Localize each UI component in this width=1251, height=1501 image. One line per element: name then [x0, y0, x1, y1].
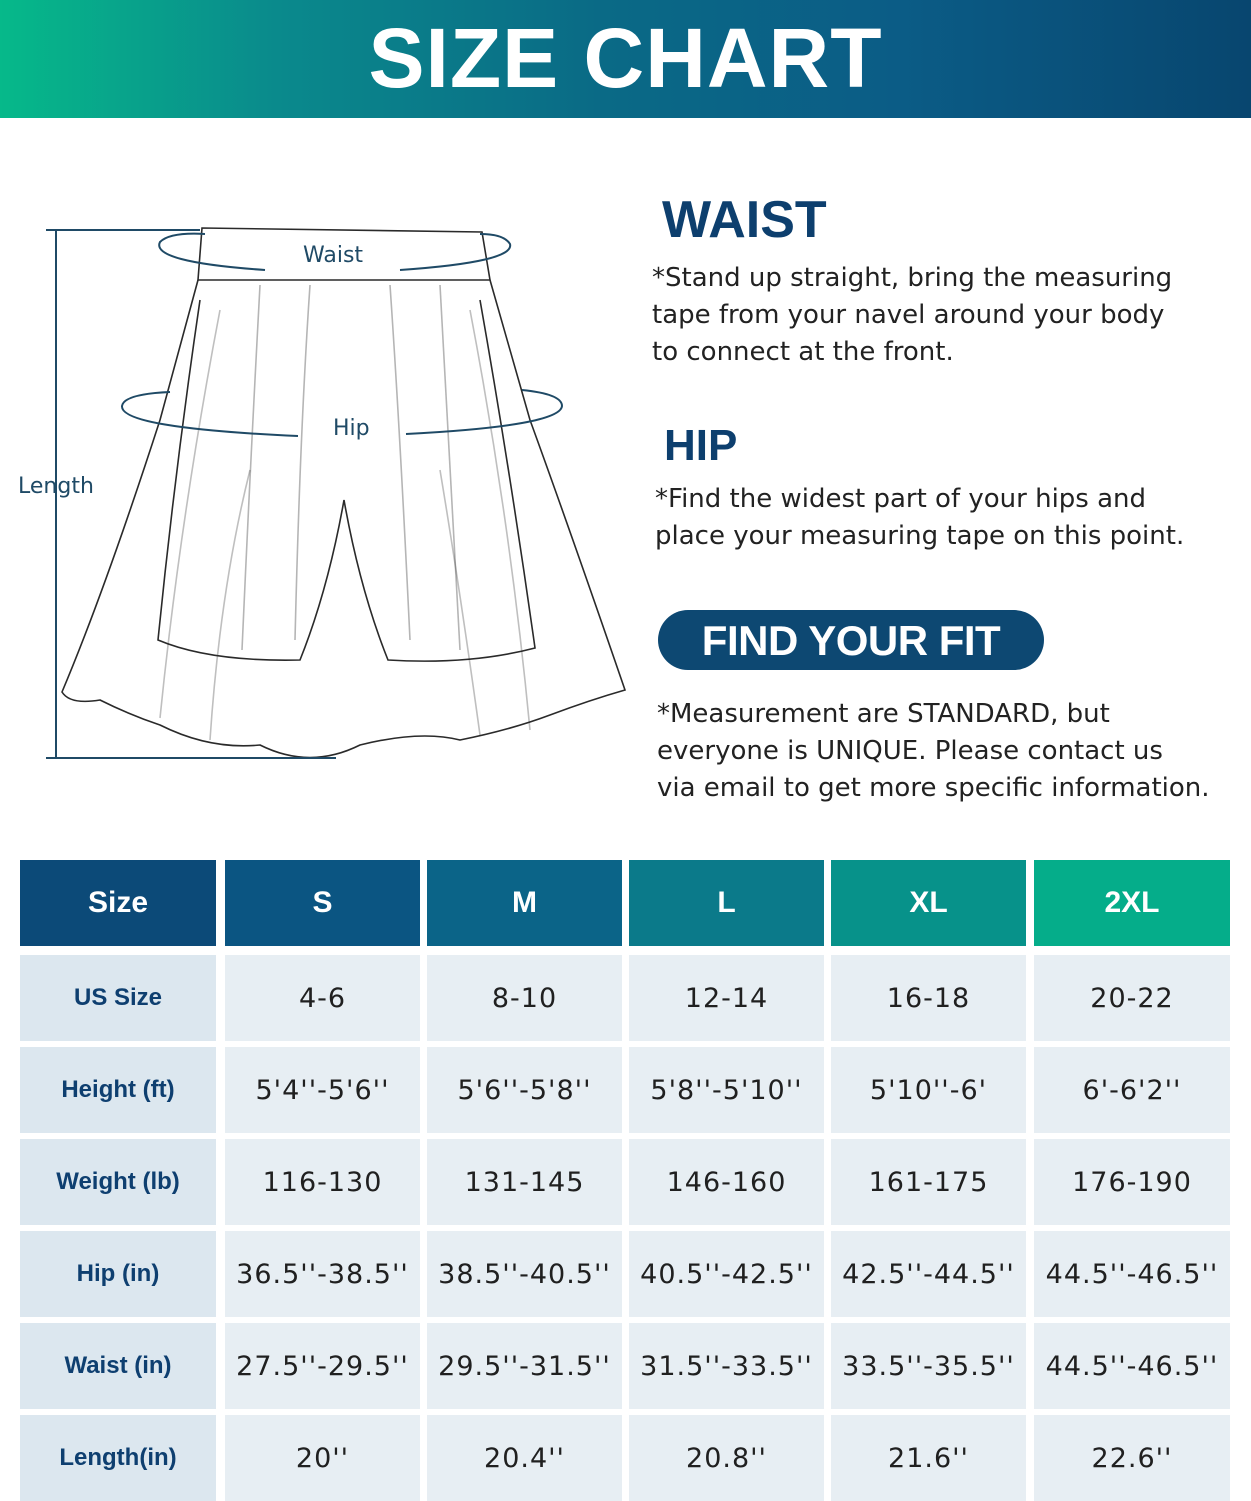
table-cell: 161-175 — [831, 1139, 1026, 1225]
waist-instructions: *Stand up straight, bring the measuring tape from your navel around your body to connect at the front. — [652, 263, 1173, 367]
table-cell: 8-10 — [427, 955, 622, 1041]
row-label: Weight (lb) — [20, 1139, 216, 1225]
hip-heading: HIP — [664, 421, 738, 470]
table-row-us-size — [20, 955, 1230, 1041]
header-cell-xl: XL — [831, 860, 1026, 946]
table-cell: 5'8''-5'10'' — [629, 1047, 824, 1133]
skirt-diagram — [10, 170, 650, 810]
row-label: Waist (in) — [20, 1323, 216, 1409]
header-cell-size: Size — [20, 860, 216, 946]
table-cell: 5'6''-5'8'' — [427, 1047, 622, 1133]
skirt-outline — [62, 228, 625, 758]
table-cell: 29.5''-31.5'' — [427, 1323, 622, 1409]
table-row-height — [20, 1047, 1230, 1133]
table-cell: 36.5''-38.5'' — [225, 1231, 420, 1317]
table-cell: 44.5''-46.5'' — [1034, 1231, 1230, 1317]
table-cell: 5'4''-5'6'' — [225, 1047, 420, 1133]
table-cell: 6'-6'2'' — [1034, 1047, 1230, 1133]
table-cell: 31.5''-33.5'' — [629, 1323, 824, 1409]
row-label: Height (ft) — [20, 1047, 216, 1133]
find-your-fit-banner: FIND YOUR FIT — [658, 610, 1044, 670]
table-cell: 20-22 — [1034, 955, 1230, 1041]
header-cell-l: L — [629, 860, 824, 946]
table-cell: 27.5''-29.5'' — [225, 1323, 420, 1409]
table-cell: 22.6'' — [1034, 1415, 1230, 1501]
table-cell: 21.6'' — [831, 1415, 1026, 1501]
table-row-length — [20, 1415, 1230, 1501]
page-title: SIZE CHART — [368, 11, 883, 105]
waist-heading: WAIST — [662, 191, 827, 249]
table-cell: 116-130 — [225, 1139, 420, 1225]
table-cell: 33.5''-35.5'' — [831, 1323, 1026, 1409]
row-label: US Size — [20, 955, 216, 1041]
skirt-illustration — [10, 170, 650, 810]
table-cell: 16-18 — [831, 955, 1026, 1041]
table-row-weight — [20, 1139, 1230, 1225]
table-cell: 131-145 — [427, 1139, 622, 1225]
table-cell: 44.5''-46.5'' — [1034, 1323, 1230, 1409]
row-label: Hip (in) — [20, 1231, 216, 1317]
measurement-note: *Measurement are STANDARD, but everyone is UNIQUE. Please contact us via email to get more specific information. — [657, 699, 1210, 803]
hip-label: Hip — [333, 416, 370, 441]
table-cell: 5'10''-6' — [831, 1047, 1026, 1133]
table-header-row — [20, 860, 1230, 946]
table-cell: 20.4'' — [427, 1415, 622, 1501]
header-banner — [0, 0, 1251, 118]
table-cell: 176-190 — [1034, 1139, 1230, 1225]
table-cell: 20'' — [225, 1415, 420, 1501]
length-label: Length — [18, 474, 94, 499]
header-cell-m: M — [427, 860, 622, 946]
table-cell: 12-14 — [629, 955, 824, 1041]
table-row-hip — [20, 1231, 1230, 1317]
hip-instructions: *Find the widest part of your hips and place your measuring tape on this point. — [655, 484, 1185, 551]
header-cell-2xl: 2XL — [1034, 860, 1230, 946]
table-cell: 20.8'' — [629, 1415, 824, 1501]
table-cell: 42.5''-44.5'' — [831, 1231, 1026, 1317]
table-cell: 146-160 — [629, 1139, 824, 1225]
waist-label: Waist — [303, 243, 364, 268]
table-row-waist — [20, 1323, 1230, 1409]
table-cell: 38.5''-40.5'' — [427, 1231, 622, 1317]
table-cell: 4-6 — [225, 955, 420, 1041]
row-label: Length(in) — [20, 1415, 216, 1501]
table-cell: 40.5''-42.5'' — [629, 1231, 824, 1317]
header-cell-s: S — [225, 860, 420, 946]
